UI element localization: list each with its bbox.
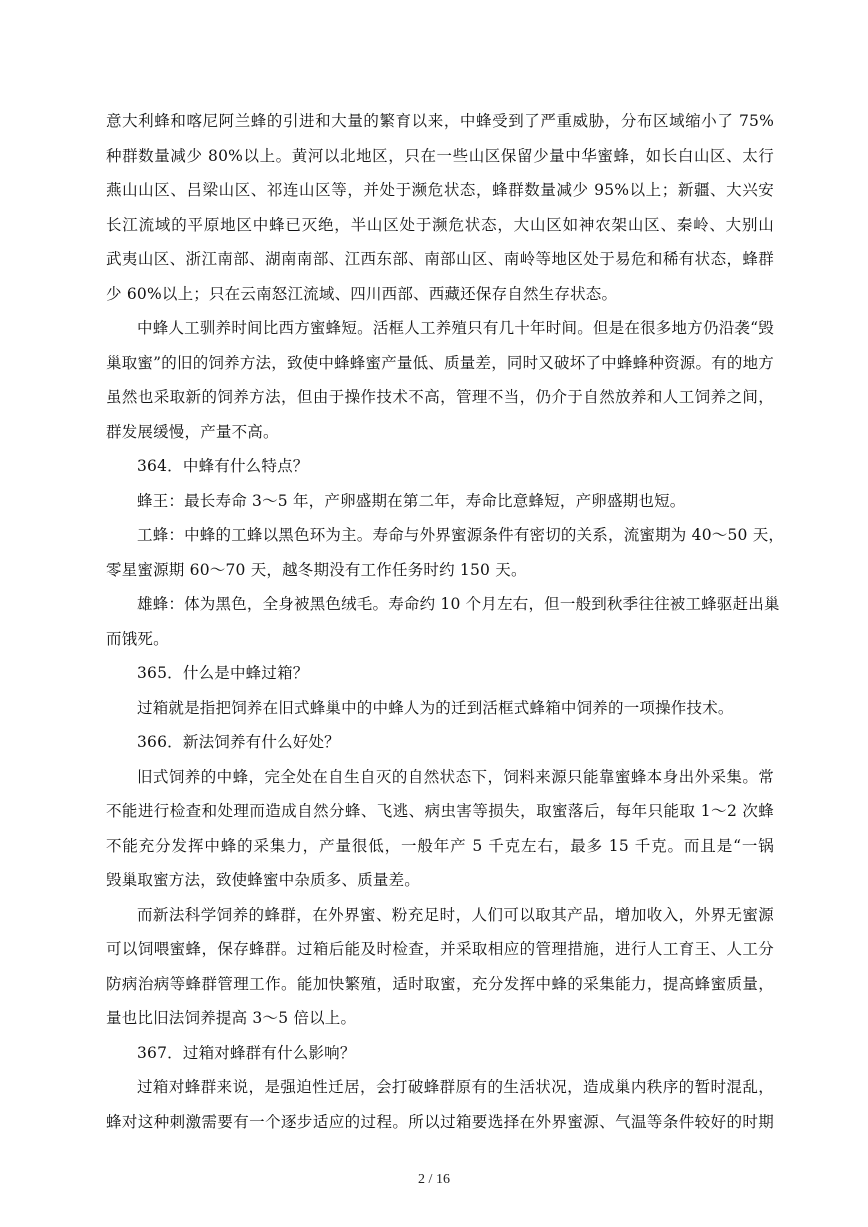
page-footer	[0, 1172, 868, 1188]
text-line: 群发展缓慢，产量不高。	[106, 422, 279, 441]
text-line: 意大利蜂和喀尼阿兰蜂的引进和大量的繁育以来，中蜂受到了严重威胁，分布区域缩小了 75%	[106, 112, 774, 130]
text-line: 而新法科学饲养的蜂群，在外界蜜、粉充足时，人们可以取其产品，增加收入，外界无蜜源	[137, 905, 774, 924]
text-line: 过箱对蜂群来说，是强迫性迁居，会打破蜂群原有的生活状况，造成巢内秩序的暂时混乱，	[137, 1078, 774, 1096]
text-line: 武夷山区、浙江南部、湖南南部、江西东部、南部山区、南岭等地区处于易危和稀有状态，蜂群	[106, 250, 774, 268]
text-line: 364．中蜂有什么特点？	[137, 457, 309, 475]
text-line: 365．什么是中蜂过箱？	[137, 664, 309, 682]
text-line: 少 60%以上；只在云南怒江流域、四川西部、西藏还保存自然生存状态。	[106, 284, 618, 303]
text-line: 雄蜂：体为黑色，全身被黑色绒毛。寿命约 10 个月左右，但一般到秋季往往被工蜂驱赶出巢	[137, 595, 780, 613]
text-line: 零星蜜源期 60～70 天，越冬期没有工作任务时约 150 天。	[106, 560, 527, 579]
text-line: 366．新法饲养有什么好处？	[137, 733, 340, 751]
text-line: 过箱就是指把饲养在旧式蜂巢中的中蜂人为的迁到活框式蜂箱中饲养的一项操作技术。	[137, 698, 734, 717]
text-line: 蜂对这种刺激需要有一个逐步适应的过程。所以过箱要选择在外界蜜源、气温等条件较好的时期	[106, 1112, 774, 1131]
text-line: 可以饲喂蜜蜂，保存蜂群。过箱后能及时检查，并采取相应的管理措施，进行人工育王、人工分	[106, 940, 774, 958]
page-separator: /	[425, 1172, 436, 1187]
text-line: 不能充分发挥中蜂的采集力，产量很低，一般年产 5 千克左右，最多 15 千克。而且是“一锅	[106, 836, 774, 855]
page-number: 2	[418, 1172, 426, 1187]
total-pages: 16	[435, 1172, 450, 1187]
text-line: 中蜂人工驯养时间比西方蜜蜂短。活框人工养殖只有几十年时间。但是在很多地方仍沿袭“毁	[137, 319, 774, 337]
text-line: 量也比旧法饲养提高 3～5 倍以上。	[106, 1009, 357, 1027]
text-line: 蜂王：最长寿命 3～5 年，产卵盛期在第二年，寿命比意蜂短，产卵盛期也短。	[137, 491, 686, 510]
text-line: 旧式饲养的中蜂，完全处在自生自灭的自然状态下，饲料来源只能靠蜜蜂本身出外采集。常	[137, 767, 774, 786]
text-line: 不能进行检查和处理而造成自然分蜂、飞逃、病虫害等损失，取蜜落后，每年只能取 1～2 次蜂	[106, 802, 774, 820]
text-line: 毁巢取蜜方法，致使蜂蜜中杂质多、质量差。	[106, 871, 421, 889]
text-line: 而饿死。	[106, 629, 169, 648]
text-line: 防病治病等蜂群管理工作。能加快繁殖，适时取蜜，充分发挥中蜂的采集能力，提高蜂蜜质量，	[106, 974, 774, 993]
text-line: 种群数量减少 80%以上。黄河以北地区，只在一些山区保留少量中华蜜蜂，如长白山区、太行	[106, 146, 774, 165]
text-line: 367．过箱对蜂群有什么影响？	[137, 1043, 356, 1062]
text-line: 燕山山区、吕梁山区、祁连山区等，并处于濒危状态，蜂群数量减少 95%以上；新疆、大兴安	[106, 181, 774, 199]
document-body	[106, 104, 785, 1139]
text-line: 长江流域的平原地区中蜂已灭绝，半山区处于濒危状态，大山区如神农架山区、秦岭、大别山	[106, 215, 774, 234]
text-line: 巢取蜜”的旧的饲养方法，致使中蜂蜂蜜产量低、质量差，同时又破坏了中蜂蜂种资源。有的地方	[106, 353, 774, 372]
text-line: 工蜂：中蜂的工蜂以黑色环为主。寿命与外界蜜源条件有密切的关系，流蜜期为 40～50 天，	[137, 526, 785, 544]
text-line: 虽然也采取新的饲养方法，但由于操作技术不高，管理不当，仍介于自然放养和人工饲养之间，	[106, 388, 774, 406]
